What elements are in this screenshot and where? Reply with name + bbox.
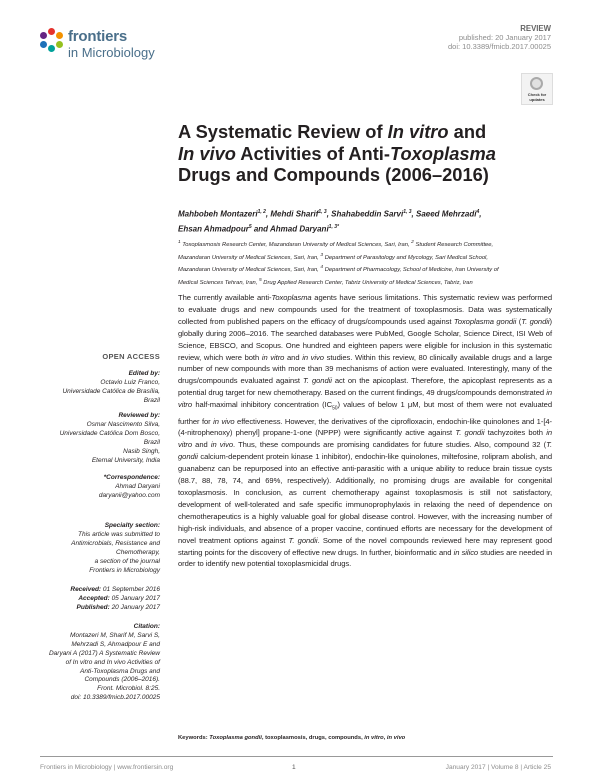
abstract-run: Toxoplasma gondii bbox=[453, 316, 517, 326]
brand-name: frontiers bbox=[68, 28, 128, 45]
specialty-heading: Specialty section: bbox=[104, 522, 160, 529]
citation-line: Montazeri M, Sharif M, Sarvi S, bbox=[70, 631, 160, 639]
author-name[interactable]: Shahabeddin Sarvi bbox=[331, 209, 404, 219]
affil-text: Student Research Committee, bbox=[413, 241, 494, 248]
abstract-run: effectiveness. However, the derivatives of the ciprofloxacin, endochin-like quinolones and 1-[4-(4-nitrophenoxy) phenyl] propane-1-one (NPPP) were significantly active against bbox=[178, 416, 552, 438]
citation-line: Compounds (2006–2016). bbox=[84, 676, 160, 684]
abstract-text bbox=[178, 292, 552, 570]
specialty-line: a section of the journal bbox=[94, 557, 160, 565]
citation-line: Front. Microbiol. 8:25. bbox=[97, 685, 160, 693]
update-check-icon bbox=[530, 77, 543, 90]
reviewer-country: Brazil bbox=[143, 438, 160, 446]
article-type: REVIEW bbox=[520, 24, 551, 33]
affil-text: Drug Applied Research Center, Tabriz University of Medical Sciences, Tabriz, Iran bbox=[261, 279, 473, 286]
title-part: and bbox=[448, 121, 487, 142]
citation-doi[interactable]: doi: 10.3389/fmicb.2017.00025 bbox=[70, 694, 160, 702]
abstract-run: in vivo bbox=[213, 416, 235, 426]
citation-line: Anti-Toxoplasma Drugs and bbox=[80, 667, 160, 675]
abstract-run: T. gondii bbox=[178, 440, 552, 462]
citation-line: of In vitro and In vivo Activities of bbox=[65, 658, 160, 666]
abstract-run: in vivo bbox=[210, 440, 234, 450]
abstract-run: half-maximal inhibitory concentration (IC bbox=[192, 400, 333, 410]
edited-by-block bbox=[40, 370, 160, 406]
abstract-run: T. gondii bbox=[455, 428, 485, 438]
abstract-run: in vitro bbox=[261, 352, 285, 362]
page-number: 1 bbox=[292, 764, 296, 771]
title-part: Activities of Anti- bbox=[235, 142, 390, 164]
title-part: In vitro bbox=[387, 121, 449, 142]
title-part: In vivo bbox=[178, 142, 236, 164]
author-sup: 1, 3 bbox=[403, 209, 412, 215]
check-for-updates-button[interactable] bbox=[521, 73, 553, 105]
specialty-line: Chemotherapy, bbox=[116, 548, 160, 556]
article-meta bbox=[448, 24, 551, 52]
abstract-run: T. gondii bbox=[288, 535, 318, 545]
dates-block bbox=[40, 586, 160, 613]
published-date-sidebar bbox=[40, 604, 160, 613]
affil-text: Department of Pharmacology, School of Medicine, Iran University of bbox=[323, 266, 499, 273]
doi-link[interactable]: doi: 10.3389/fmicb.2017.00025 bbox=[448, 42, 551, 52]
footer-journal-link[interactable]: Frontiers in Microbiology | www.frontiersin.org bbox=[40, 764, 174, 771]
title-part: Toxoplasma bbox=[389, 142, 496, 164]
journal-logo bbox=[40, 26, 200, 66]
check-label-1: Check for bbox=[527, 92, 547, 97]
accepted-value: 05 January 2017 bbox=[109, 594, 160, 602]
author-list: Mahbobeh Montazeri$^{1, 2}$, Mehdi Sharif$^{1, 3}$, Shahabeddin Sarvi$^{1, 3}$, Saeed Mehrzadi$^4$, Ehsan Ahmadpour$^5$ and Ahmad Daryani$^{1, 3*}$ bbox=[178, 209, 482, 234]
author-sup: 4 bbox=[476, 209, 480, 215]
published-date: published: 20 January 2017 bbox=[458, 33, 551, 43]
author-name[interactable]: Mehdi Sharif bbox=[270, 209, 319, 219]
title-part: Drugs and Compounds (2006–2016) bbox=[178, 164, 489, 186]
abstract-run: studies are needed in order to identify new potential toxoplasmicidal drugs. bbox=[178, 547, 552, 569]
keywords bbox=[178, 735, 552, 741]
author-name[interactable]: Saeed Mehrzadi bbox=[416, 209, 477, 219]
abstract-run: tachyzoites both bbox=[484, 428, 547, 438]
footer-divider bbox=[40, 756, 553, 757]
correspondent-name: Ahmad Daryani bbox=[115, 482, 160, 490]
reviewer-affiliation: Eternal University, India bbox=[91, 456, 160, 464]
specialty-line: Frontiers in Microbiology bbox=[89, 566, 160, 574]
affil-sup: 2 bbox=[411, 240, 414, 245]
edited-by-heading: Edited by: bbox=[128, 370, 160, 377]
reviewer-name: Nasib Singh, bbox=[123, 447, 160, 455]
correspondence-block bbox=[40, 474, 160, 501]
reviewer-affiliation: Universidade Católica Dom Bosco, bbox=[59, 429, 160, 437]
author-name[interactable]: Ahmad Daryani bbox=[269, 224, 329, 234]
affil-text: Medical Sciences Tehran, Iran, bbox=[178, 279, 259, 286]
abstract-run: ) values of below 1 μM, but most of them were not evaluated further for bbox=[178, 400, 552, 426]
frontiers-logo-icon bbox=[40, 28, 66, 54]
author-sup: 1, 3 bbox=[318, 209, 327, 215]
author-name[interactable]: Ehsan Ahmadpour bbox=[178, 224, 249, 234]
editor-name: Octavio Luiz Franco, bbox=[100, 378, 160, 386]
footer-issue-info: January 2017 | Volume 8 | Article 25 bbox=[445, 764, 551, 771]
open-access-label: OPEN ACCESS bbox=[102, 352, 160, 361]
specialty-line: This article was submitted to bbox=[77, 530, 160, 538]
affil-text: Toxoplasmosis Research Center, Mazandaran University of Medical Sciences, Sari, Iran, bbox=[180, 241, 412, 248]
reviewer-name: Osmar Nascimento Silva, bbox=[86, 420, 160, 428]
published-value: 20 January 2017 bbox=[109, 603, 160, 611]
author-name[interactable]: Mahbobeh Montazeri bbox=[178, 209, 258, 219]
affil-text: Department of Parasitology and Mycology, Sari Medical School, bbox=[323, 254, 488, 261]
sidebar-metadata bbox=[40, 370, 160, 730]
affil-sup: 5 bbox=[258, 277, 262, 283]
abstract-run: ) globally during 2006–2016. The searched databases were PubMed, Google Scholar, Science Direct, ISI Web of Science, EBSCO, and Scopus. One hundred and eighteen papers were eligible for inclusion in this systematic review, which were both bbox=[178, 316, 552, 362]
abstract-run: in vitro bbox=[178, 428, 552, 450]
abstract-run: act on the apicoplast. Therefore, the apicoplast represents as a potential drug target for new chemotherapy. Based on the current findings, 49 drugs/compounds demonstrated bbox=[178, 376, 553, 398]
received-value: 01 September 2016 bbox=[101, 586, 160, 593]
affil-text: Mazandaran University of Medical Sciences, Sari, Iran, bbox=[178, 254, 321, 261]
abstract-run: in vitro bbox=[178, 388, 552, 410]
author-sup: 1, 2 bbox=[257, 209, 266, 215]
abstract-run: in vivo bbox=[302, 352, 324, 362]
paper-title bbox=[178, 121, 558, 186]
abstract-run: in silico bbox=[453, 547, 479, 557]
published-label: Published: bbox=[76, 603, 110, 611]
specialty-section-block bbox=[40, 522, 160, 575]
keyword: in vitro bbox=[364, 735, 384, 741]
abstract-run: calcium-dependent protein kinase 1 inhibitor), endochin-like quinolones, miltefosine, rolipram abolish, and guanabenz can be repurposed into an effective anti-parasitic with a unique ability to reduce brain tissue cysts (88.7, 88, 78, 74, and 69%, respectively). Additionally, no promising drugs are available for congenital toxoplasmosis. In conclusion, as current chemotherapy against toxoplasmosis is still not satisfactory, development of well-tolerated and safe specific immunoprophylaxis in relaxing the need of dependence on chemotherapeutics is a highly valuable goal for global disease control. However, with the increasing number of high-risk individuals, and absence of a proper vaccine, continued efforts are necessary for the development of novel treatment options against bbox=[178, 452, 552, 545]
affiliations bbox=[178, 238, 548, 288]
citation-line: Mehrzadi S, Ahmadpour E and bbox=[71, 640, 160, 648]
correspondent-email[interactable]: daryanii@yahoo.com bbox=[98, 491, 160, 499]
editor-affiliation: Universidade Católica de Brasília, bbox=[62, 387, 160, 395]
check-label-2: updates bbox=[529, 96, 545, 102]
accepted-label: Accepted: bbox=[78, 594, 110, 602]
abstract-run: 50 bbox=[332, 405, 338, 412]
received-label: Received: bbox=[70, 586, 102, 593]
accepted-date bbox=[40, 595, 160, 604]
received-date bbox=[40, 586, 160, 595]
abstract-run: . Some of the novel compounds reviewed here may represent good starting points for the discovery of effective new drugs. In further, bioinformatic and bbox=[178, 535, 552, 557]
citation-heading: Citation: bbox=[133, 623, 160, 630]
keyword: Toxoplasma gondii bbox=[209, 735, 262, 741]
citation-line: Daryani A (2017) A Systematic Review bbox=[48, 649, 160, 657]
editor-country: Brazil bbox=[143, 396, 160, 404]
abstract-run: The currently available anti- bbox=[178, 293, 272, 302]
abstract-run: agents have serious limitations. This systematic review was performed to evaluate drugs and new compounds used for the treatment of toxoplasmosis. Data was systematically collected from published papers on the efficacy of drugs/compounds used against bbox=[178, 293, 552, 326]
keyword: , bbox=[383, 735, 387, 741]
abstract-run: and bbox=[192, 440, 211, 450]
journal-name: in Microbiology bbox=[68, 45, 155, 60]
keyword: , toxoplasmosis, drugs, compounds, bbox=[261, 735, 365, 741]
affil-sup: 1 bbox=[178, 240, 181, 245]
abstract-run: Toxoplasma bbox=[271, 293, 312, 302]
abstract-run: ( bbox=[516, 316, 522, 326]
affil-text: Mazandaran University of Medical Sciences, Sari, Iran, bbox=[178, 266, 321, 273]
abstract-run: . Thus, these compounds are promising candidates for future studies. Also, compound 32 ( bbox=[233, 440, 547, 450]
abstract-run: T. gondii bbox=[303, 376, 332, 386]
affil-sup: 4 bbox=[320, 265, 324, 271]
abstract-run: and bbox=[284, 352, 303, 362]
citation-block bbox=[40, 623, 160, 703]
title-part: A Systematic Review of bbox=[178, 121, 388, 142]
correspondence-heading: *Correspondence: bbox=[103, 474, 160, 481]
specialty-line: Antimicrobials, Resistance and bbox=[71, 539, 160, 547]
keywords-label: Keywords: bbox=[178, 735, 210, 741]
affil-sup: 3 bbox=[320, 252, 324, 258]
abstract-run: T. gondii bbox=[521, 316, 550, 326]
abstract-run: studies. Within this review, 80 clinically available drugs and a large number of new compounds with more than 39 mechanisms of action were evaluated. Interestingly, many of the drugs/compounds evaluated against bbox=[178, 352, 553, 386]
author-sup: 1, 3* bbox=[328, 224, 339, 231]
author-sup: 5 bbox=[248, 224, 252, 231]
reviewed-by-block bbox=[40, 412, 160, 465]
keyword: in vivo bbox=[386, 735, 406, 741]
reviewed-by-heading: Reviewed by: bbox=[118, 412, 160, 419]
